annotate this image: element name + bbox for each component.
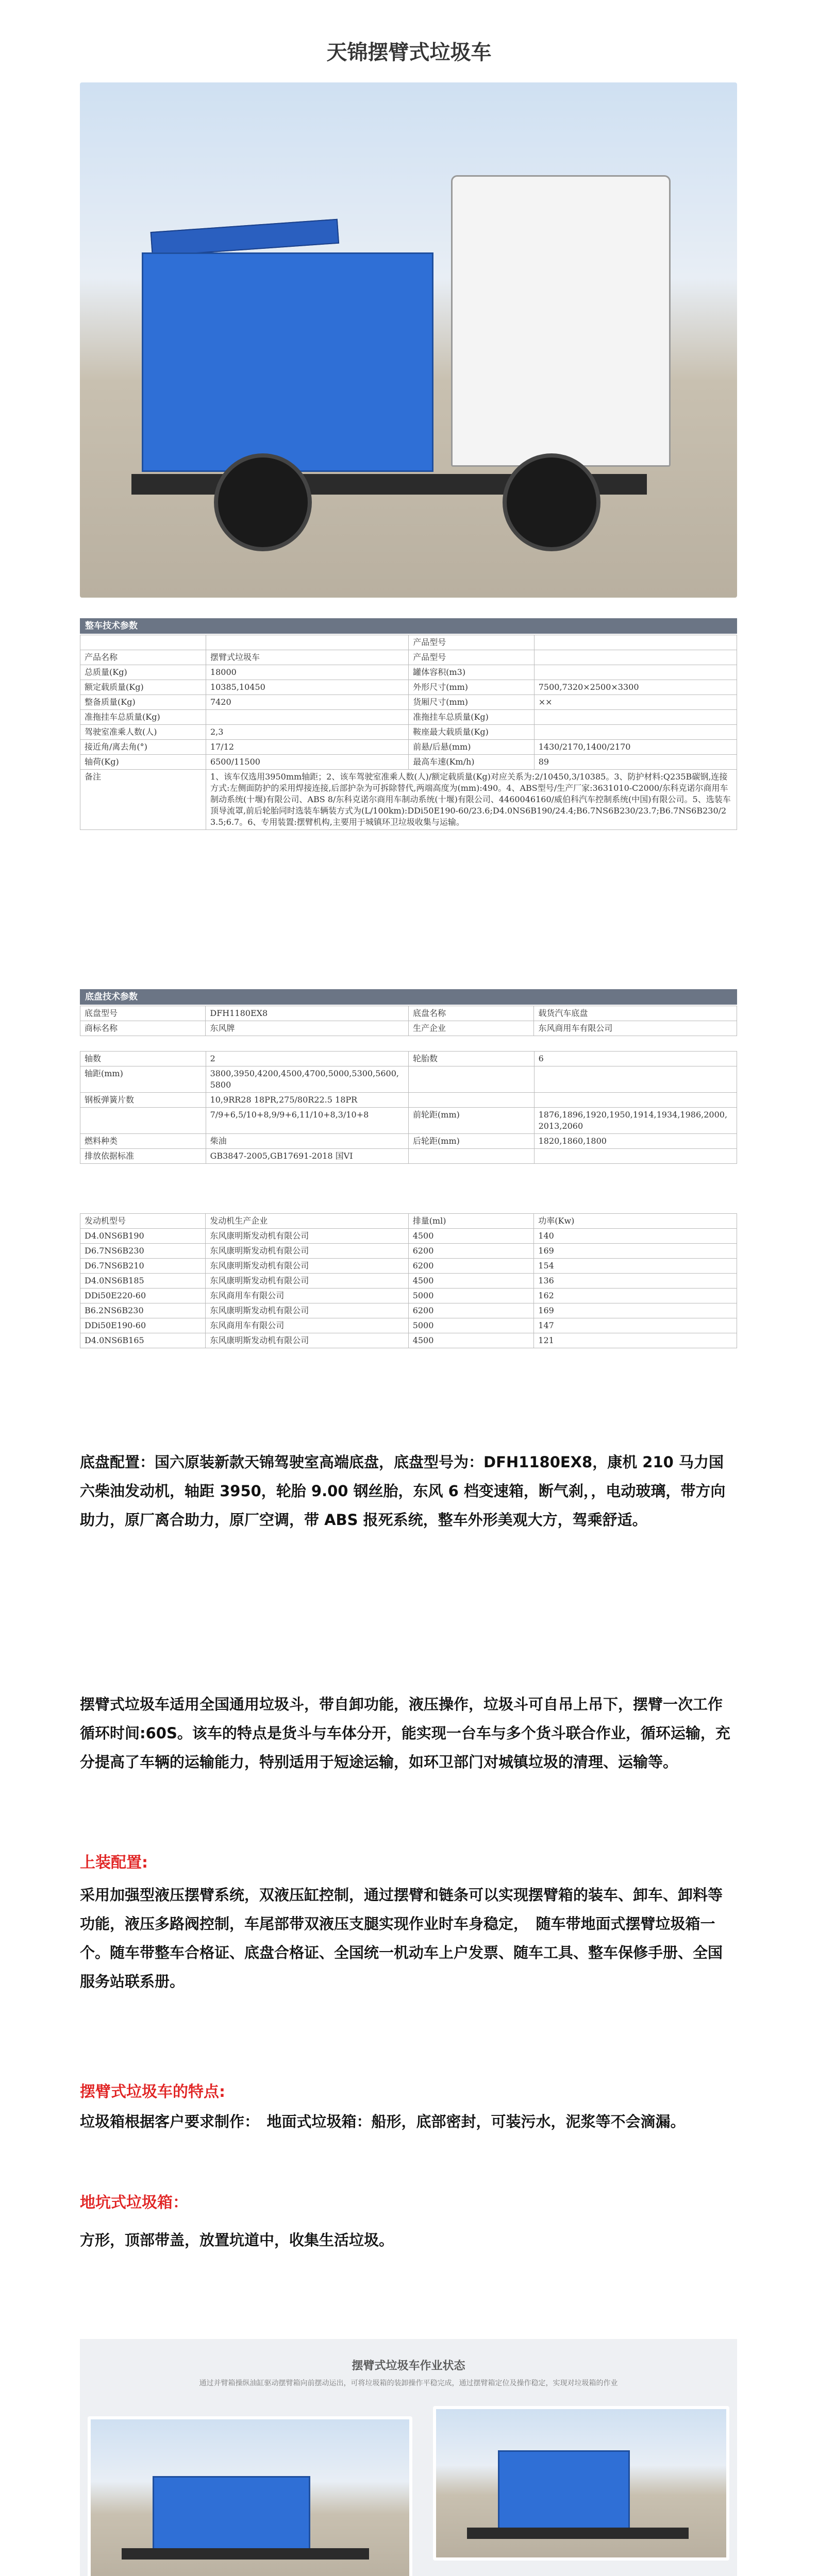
pit-paragraph <box>80 2226 737 2255</box>
table-cell: D6.7NS6B210 <box>80 1259 206 1274</box>
table-cell: 最高车速(Km/h) <box>409 755 535 770</box>
table-cell: 鞍座最大载质量(Kg) <box>409 725 535 740</box>
table-cell: 东风牌 <box>206 1021 409 1036</box>
table-cell: 载货汽车底盘 <box>534 1006 737 1021</box>
table-cell: 6200 <box>408 1303 534 1318</box>
table-cell <box>409 1149 535 1164</box>
table-cell <box>409 1066 535 1093</box>
table-cell: 商标名称 <box>80 1021 206 1036</box>
pit-text: 方形，顶部带盖，放置坑道中，收集生活垃圾。 <box>80 2231 394 2249</box>
table-row <box>80 635 737 650</box>
table-row <box>80 740 737 755</box>
table-cell: D4.0NS6B165 <box>80 1333 206 1348</box>
table-cell: 轴荷(Kg) <box>80 755 206 770</box>
table-cell: 轮胎数 <box>409 1052 535 1066</box>
table-cell: 6 <box>534 1052 737 1066</box>
table-row <box>80 725 737 740</box>
table-cell: DDi50E220-60 <box>80 1289 206 1303</box>
truck-chassis <box>467 2528 689 2539</box>
page-title: 天锦摆臂式垃圾车 <box>326 41 492 64</box>
truck-wheel <box>214 453 312 551</box>
table-cell: ×× <box>534 695 737 710</box>
table-row <box>80 680 737 695</box>
table-cell <box>206 635 408 650</box>
table-cell: 货厢尺寸(mm) <box>409 695 535 710</box>
vehicle-spec-header: 整车技术参数 <box>80 618 737 634</box>
table-cell: 产品名称 <box>80 650 206 665</box>
table-header-cell: 发动机生产企业 <box>206 1214 408 1229</box>
table-row <box>80 695 737 710</box>
table-cell <box>80 1108 206 1134</box>
table-row <box>80 1006 737 1021</box>
table-cell: 东风康明斯发动机有限公司 <box>206 1229 408 1244</box>
table-row <box>80 755 737 770</box>
table-cell: 东风康明斯发动机有限公司 <box>206 1274 408 1289</box>
chassis-spec-table-1 <box>80 1006 737 1036</box>
table-cell: 3800,3950,4200,4500,4700,5000,5300,5600,5800 <box>206 1066 408 1093</box>
table-cell: 准拖挂车总质量(Kg) <box>80 710 206 725</box>
table-cell: D4.0NS6B190 <box>80 1229 206 1244</box>
table-row <box>80 1289 737 1303</box>
table-cell: 169 <box>534 1244 737 1259</box>
table-cell: 额定载质量(Kg) <box>80 680 206 695</box>
table-row <box>80 1303 737 1318</box>
table-cell: 东风商用车有限公司 <box>534 1021 737 1036</box>
table-cell: 产品型号 <box>409 650 535 665</box>
table-cell: B6.2NS6B230 <box>80 1303 206 1318</box>
table-cell: 2 <box>206 1052 408 1066</box>
table-cell <box>534 710 737 725</box>
table-cell: 140 <box>534 1229 737 1244</box>
table-row <box>80 770 737 830</box>
table-cell <box>534 1149 737 1164</box>
notes-text: 1、该车仅选用3950mm轴距；2、该车驾驶室准乘人数(人)/额定载质量(Kg)对应关系为:2/10450,3/10385。3、防护材料:Q235B碳钢,连接方式:左侧面防护的采用焊接连接,后部护杂为可拆除替代,两端高度为(mm):490。4、ABS型号/生产厂家:3631010-C2000/东科克诺尔商用车制动系统(十堰)有限公司、ABS 8/东科克诺尔商用车制动系统(十堰)有限公司、4460046160/威伯科汽车控制系统(中国)有限公司。5、选装车顶导流罩,前后轮胎同时选装车辆装方式为(L/100km):DDi50E190-60/23.6;D4.0NS6B190/24.4;B6.7NS6B230/23.7;B6.7NS6B230/23.5;6.7。6、专用装置:摆臂机构,主要用于城镇环卫垃圾收集与运输。 <box>206 770 737 830</box>
table-header-cell: 功率(Kw) <box>534 1214 737 1229</box>
table-cell: 162 <box>534 1289 737 1303</box>
table-row <box>80 1259 737 1274</box>
table-cell: 底盘型号 <box>80 1006 206 1021</box>
table-cell: 整备质量(Kg) <box>80 695 206 710</box>
table-cell: 驾驶室准乘人数(人) <box>80 725 206 740</box>
table-cell: 17/12 <box>206 740 408 755</box>
table-cell <box>534 725 737 740</box>
table-cell: 4500 <box>408 1274 534 1289</box>
gallery-photo-2 <box>433 2406 729 2561</box>
truck-bin <box>142 252 433 472</box>
table-row <box>80 1021 737 1036</box>
gallery-photo-1 <box>88 2416 412 2576</box>
table-cell: GB3847-2005,GB17691-2018 国VI <box>206 1149 408 1164</box>
table-row <box>80 650 737 665</box>
table-cell: 5000 <box>408 1289 534 1303</box>
table-cell: 10385,10450 <box>206 680 408 695</box>
table-cell: 后轮距(mm) <box>409 1134 535 1149</box>
notes-label: 备注 <box>80 770 206 830</box>
table-cell: DFH1180EX8 <box>206 1006 409 1021</box>
table-header-row <box>80 1214 737 1229</box>
chassis-config-text: 底盘配置：国六原装新款天锦驾驶室高端底盘，底盘型号为：DFH1180EX8，康机 210 马力国六柴油发动机，轴距 3950，轮胎 9.00 钢丝胎，东风 6 档变速箱，断气刹，，电动玻璃，带方向助力，原厂离合助力，原厂空调，带 ABS 报死系统，整车外形美观大方，驾乘舒适。 <box>80 1453 726 1529</box>
table-row <box>80 1052 737 1066</box>
table-cell: 169 <box>534 1303 737 1318</box>
table-cell: 钢板弹簧片数 <box>80 1093 206 1108</box>
table-row <box>80 1274 737 1289</box>
table-cell: 前轮距(mm) <box>409 1108 535 1134</box>
table-header-cell: 排量(ml) <box>408 1214 534 1229</box>
table-cell: 6500/11500 <box>206 755 408 770</box>
table-cell: 4500 <box>408 1229 534 1244</box>
table-cell: DDi50E190-60 <box>80 1318 206 1333</box>
table-row <box>80 1093 737 1108</box>
pit-heading: 地坑式垃圾箱： <box>80 2194 188 2212</box>
truck-bin <box>498 2450 630 2531</box>
table-cell: 1820,1860,1800 <box>534 1134 737 1149</box>
upper-paragraph <box>80 1880 737 1996</box>
table-cell: 东风康明斯发动机有限公司 <box>206 1244 408 1259</box>
engine-table <box>80 1213 737 1348</box>
table-cell: D6.7NS6B230 <box>80 1244 206 1259</box>
features-text: 摆臂式垃圾车适用全国通用垃圾斗，带自卸功能，液压操作，垃圾斗可自吊上吊下，摆臂一次工作循环时间:60S。该车的特点是货斗与车体分开，能实现一台车与多个货斗联合作业，循环运输，充分提高了车辆的运输能力，特别适用于短途运输，如环卫部门对城镇垃圾的清理、运输等。 <box>80 1696 730 1771</box>
table-cell: 147 <box>534 1318 737 1333</box>
chassis-spec-table-2 <box>80 1051 737 1164</box>
truck-bin <box>153 2476 310 2551</box>
table-cell: 东风康明斯发动机有限公司 <box>206 1259 408 1274</box>
table-cell: 18000 <box>206 665 408 680</box>
table-cell: 1876,1896,1920,1950,1914,1934,1986,2000,2013,2060 <box>534 1108 737 1134</box>
table-row <box>80 1333 737 1348</box>
truck-arm <box>151 219 339 257</box>
table-row <box>80 1318 737 1333</box>
table-cell <box>534 1093 737 1108</box>
upper-text: 采用加强型液压摆臂系统，双液压缸控制，通过摆臂和链条可以实现摆臂箱的装车、卸车、卸料等功能，液压多路阀控制，车尾部带双液压支腿实现作业时车身稳定， 随车带地面式摆臂垃圾箱一个。随车带整车合格证、底盘合格证、全国统一机动车上户发票、随车工具、整车保修手册、全国服务站联系册。 <box>80 1886 723 1990</box>
table-cell <box>534 650 737 665</box>
table-cell: 6200 <box>408 1244 534 1259</box>
truck-chassis <box>122 2548 369 2560</box>
table-cell: 154 <box>534 1259 737 1274</box>
table-cell: 接近角/离去角(°) <box>80 740 206 755</box>
table-cell <box>80 635 206 650</box>
table-cell: 东风康明斯发动机有限公司 <box>206 1303 408 1318</box>
table-cell: 1430/2170,1400/2170 <box>534 740 737 755</box>
table-cell: 准拖挂车总质量(Kg) <box>409 710 535 725</box>
table-row <box>80 1134 737 1149</box>
chassis-spec-header: 底盘技术参数 <box>80 989 737 1005</box>
table-row <box>80 1108 737 1134</box>
table-row <box>80 1244 737 1259</box>
table-cell: 10,9RR28 18PR,275/80R22.5 18PR <box>206 1093 408 1108</box>
table-cell: 底盘名称 <box>408 1006 533 1021</box>
hero-truck-photo <box>80 82 737 598</box>
truck-wheel <box>503 453 600 551</box>
features2-text: 垃圾箱根据客户要求制作： 地面式垃圾箱：船形，底部密封，可装污水，泥浆等不会滴漏。 <box>80 2113 686 2130</box>
table-cell: 摆臂式垃圾车 <box>206 650 408 665</box>
table-cell: 136 <box>534 1274 737 1289</box>
gallery-subtitle: 通过并臂箱操纵油缸驱动摆臂箱向前摆动运出，可将垃圾箱的装卸操作平稳完成，通过摆臂箱定位及操作稳定，实现对垃圾箱的作业 <box>199 2379 618 2387</box>
table-cell: 7420 <box>206 695 408 710</box>
table-header-cell: 发动机型号 <box>80 1214 206 1229</box>
table-cell: 2,3 <box>206 725 408 740</box>
table-cell: 产品型号 <box>409 635 535 650</box>
table-cell: 东风商用车有限公司 <box>206 1289 408 1303</box>
vehicle-spec-table <box>80 635 737 830</box>
table-cell: 前悬/后悬(mm) <box>409 740 535 755</box>
table-cell: 轴数 <box>80 1052 206 1066</box>
upper-heading: 上装配置: <box>80 1854 148 1872</box>
table-cell: 生产企业 <box>408 1021 533 1036</box>
table-row <box>80 710 737 725</box>
chassis-config-paragraph <box>80 1448 737 1534</box>
table-cell: 外形尺寸(mm) <box>409 680 535 695</box>
table-cell: 6200 <box>408 1259 534 1274</box>
table-cell: 5000 <box>408 1318 534 1333</box>
table-cell: 罐体容积(m3) <box>409 665 535 680</box>
table-cell: 轴距(mm) <box>80 1066 206 1093</box>
features2-paragraph <box>80 2107 737 2136</box>
table-cell: 燃料种类 <box>80 1134 206 1149</box>
table-row <box>80 665 737 680</box>
table-cell: 东风康明斯发动机有限公司 <box>206 1333 408 1348</box>
features-paragraph <box>80 1690 737 1776</box>
table-cell: 7500,7320×2500×3300 <box>534 680 737 695</box>
table-cell: 121 <box>534 1333 737 1348</box>
table-row <box>80 1229 737 1244</box>
table-cell: D4.0NS6B185 <box>80 1274 206 1289</box>
table-cell <box>534 665 737 680</box>
features2-heading: 摆臂式垃圾车的特点: <box>80 2083 225 2101</box>
table-row <box>80 1149 737 1164</box>
truck-cab <box>451 175 671 467</box>
table-cell: 89 <box>534 755 737 770</box>
table-cell <box>534 1066 737 1093</box>
table-cell: 东风商用车有限公司 <box>206 1318 408 1333</box>
table-cell: 柴油 <box>206 1134 408 1149</box>
table-row <box>80 1066 737 1093</box>
table-cell: 4500 <box>408 1333 534 1348</box>
gallery-title: 摆臂式垃圾车作业状态 <box>352 2360 465 2372</box>
table-cell <box>534 635 737 650</box>
table-cell: 总质量(Kg) <box>80 665 206 680</box>
table-cell <box>206 710 408 725</box>
table-cell: 排放依据标准 <box>80 1149 206 1164</box>
table-cell: 7/9+6,5/10+8,9/9+6,11/10+8,3/10+8 <box>206 1108 408 1134</box>
table-cell <box>409 1093 535 1108</box>
